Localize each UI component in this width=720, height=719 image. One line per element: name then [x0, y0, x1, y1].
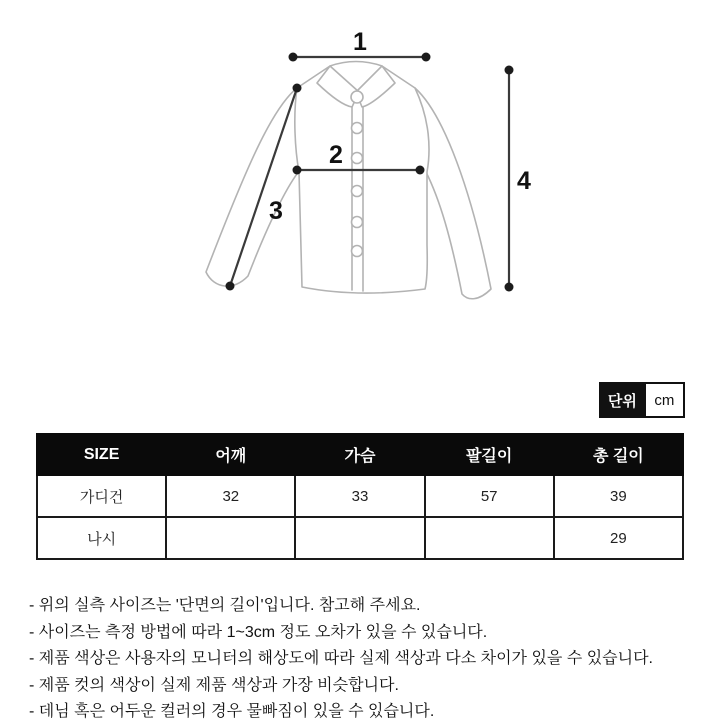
cell-cardigan-length: 39: [554, 475, 683, 517]
note-line-1: - 위의 실측 사이즈는 '단면의 길이'입니다. 참고해 주세요.: [29, 597, 421, 614]
notes-section: [29, 593, 653, 719]
table-row-cardigan: [37, 475, 683, 517]
unit-badge: [599, 382, 685, 418]
garment-sketch: [206, 62, 491, 299]
note-line-2: - 사이즈는 측정 방법에 따라 1~3cm 정도 오차가 있을 수 있습니다.: [29, 623, 488, 641]
measure-label-shoulder: 1: [353, 28, 367, 56]
unit-value: cm: [644, 384, 683, 416]
unit-label: 단위: [601, 384, 644, 416]
cell-sleeveless-length: 29: [554, 517, 683, 559]
header-cell-length: 총 길이: [554, 434, 683, 475]
header-cell-chest: 가슴: [295, 434, 424, 475]
cell-cardigan-arm: 57: [425, 475, 554, 517]
row-label-cardigan: 가디건: [37, 475, 166, 517]
measure-label-chest: 2: [329, 141, 343, 169]
cell-cardigan-chest: 33: [295, 475, 424, 517]
table-row-sleeveless: [37, 517, 683, 559]
row-label-sleeveless: 나시: [37, 517, 166, 559]
measure-label-length: 4: [517, 167, 531, 195]
header-cell-size: SIZE: [37, 434, 166, 475]
header-cell-arm: 팔길이: [425, 434, 554, 475]
table-header-row: [37, 434, 683, 475]
cell-sleeveless-arm: [425, 517, 554, 559]
size-table: [36, 433, 684, 560]
note-line-3: - 제품 색상은 사용자의 모니터의 해상도에 따라 실제 색상과 다소 차이가 있을 수 있습니다.: [29, 650, 653, 667]
note-line-5: - 데님 혹은 어두운 컬러의 경우 물빠짐이 있을 수 있습니다.: [29, 703, 435, 719]
note-line-4: - 제품 컷의 색상이 실제 제품 색상과 가장 비슷합니다.: [29, 676, 399, 694]
cell-sleeveless-chest: [295, 517, 424, 559]
measure-label-arm: 3: [269, 197, 283, 225]
cell-cardigan-shoulder: 32: [166, 475, 295, 517]
header-cell-shoulder: 어깨: [166, 434, 295, 475]
cell-sleeveless-shoulder: [166, 517, 295, 559]
